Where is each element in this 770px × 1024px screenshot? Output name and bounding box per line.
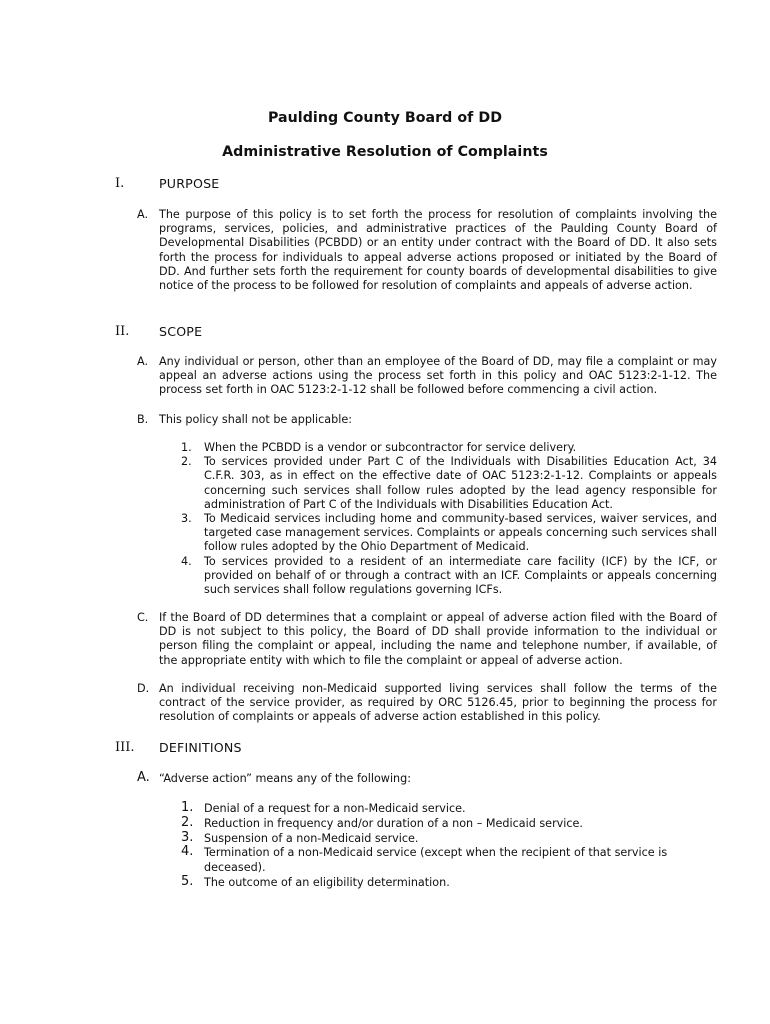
- section-number: I.: [115, 176, 125, 191]
- list-item: [181, 455, 717, 512]
- section-number: III.: [115, 740, 135, 755]
- list-item: [181, 802, 717, 817]
- scope-paragraph-b: This policy shall not be applicable:: [159, 413, 353, 426]
- list-item-number: 3.: [181, 512, 192, 526]
- adverse-action-list: [181, 802, 717, 891]
- list-item: [181, 555, 717, 598]
- list-item-text: To services provided under Part C of the Individuals with Disabilities Education Act, 34 C.F.R. 303, as in effect on the effective date of OAC 5123:2-1-12. Complaints or appeals concerning such services shall follow rules adopted by the lead agency responsible for administration of Part C of the Individuals with Disabilities Education Act.: [204, 455, 717, 511]
- list-item-number: 2.: [181, 455, 192, 469]
- scope-paragraph-c: If the Board of DD determines that a complaint or appeal of adverse action filed with the Board of DD is not subject to this policy, the Board of DD shall provide information to the individual or person filing the complaint or appeal, including the name and telephone number, if available, of the appropriate entity with which to file the complaint or appeal of adverse action.: [159, 611, 717, 667]
- list-item-number: 1.: [181, 441, 192, 454]
- item-letter: D.: [137, 682, 150, 695]
- list-item-number: 4.: [181, 844, 194, 860]
- list-item-number: 1.: [181, 800, 194, 815]
- item-letter: A.: [137, 770, 150, 785]
- list-item-text: To services provided to a resident of an intermediate care facility (ICF) by the ICF, or provided on behalf of or through a contract with an ICF. Complaints or appeals concerning such services shall follow regulations governing ICFs.: [204, 554, 717, 597]
- item-letter: B.: [137, 413, 149, 426]
- document-title: Paulding County Board of DD: [267, 110, 503, 126]
- list-item-number: 4.: [181, 554, 192, 568]
- list-item: [181, 441, 717, 455]
- item-letter: A.: [137, 208, 149, 221]
- section-title-definitions: DEFINITIONS: [159, 740, 242, 755]
- list-item-text: Suspension of a non-Medicaid service.: [204, 831, 419, 845]
- list-item: [181, 829, 717, 847]
- exclusions-list: [181, 441, 717, 597]
- list-item: [181, 846, 717, 876]
- section-title-purpose: PURPOSE: [159, 176, 220, 191]
- purpose-paragraph: The purpose of this policy is to set forth the process for resolution of complaints involving the programs, services, policies, and administrative practices of the Paulding County Board of Developmental Disabilities (PCBDD) or an entity under contract with the Board of DD. It also sets forth the process for individuals to appeal adverse actions proposed or initiated by the Board of DD. And further sets forth the requirement for county boards of developmental disabilities to give notice of the process to be followed for resolution of complaints and appeals of adverse action.: [159, 208, 717, 293]
- list-item-text: The outcome of an eligibility determination.: [204, 875, 450, 889]
- document-subtitle: Administrative Resolution of Complaints: [222, 144, 548, 160]
- list-item: [181, 814, 717, 832]
- list-item-text: Termination of a non-Medicaid service (except when the recipient of that service is deceased).: [204, 846, 668, 875]
- section-title-scope: SCOPE: [159, 324, 203, 339]
- item-letter: C.: [137, 611, 149, 624]
- scope-paragraph-a: Any individual or person, other than an employee of the Board of DD, may file a complaint or may appeal an adverse actions using the process set forth in this policy and OAC 5123:2-1-12. The process set forth in OAC 5123:2-1-12 shall be followed before commencing a civil action.: [159, 355, 717, 397]
- list-item-text: When the PCBDD is a vendor or subcontractor for service delivery.: [204, 441, 577, 454]
- list-item: [181, 873, 717, 891]
- scope-paragraph-d: An individual receiving non-Medicaid supported living services shall follow the terms of the contract of the service provider, as required by ORC 5126.45, prior to beginning the process for resolution of complaints or appeals of adverse action established in this policy.: [159, 682, 717, 724]
- definition-intro: “Adverse action” means any of the following:: [159, 772, 412, 785]
- item-letter: A.: [137, 355, 149, 368]
- list-item: [181, 512, 717, 555]
- list-item-text: Denial of a request for a non-Medicaid service.: [204, 802, 466, 815]
- section-number: II.: [115, 324, 130, 339]
- list-item-text: Reduction in frequency and/or duration of a non – Medicaid service.: [204, 816, 583, 830]
- list-item-text: To Medicaid services including home and community-based services, waiver services, and targeted case management services. Complaints or appeals concerning such services shall follow rules adopted by the Ohio Department of Medicaid.: [204, 512, 717, 554]
- list-item-number: 5.: [181, 873, 194, 889]
- list-item-number: 2.: [181, 814, 194, 830]
- list-item-number: 3.: [181, 829, 194, 845]
